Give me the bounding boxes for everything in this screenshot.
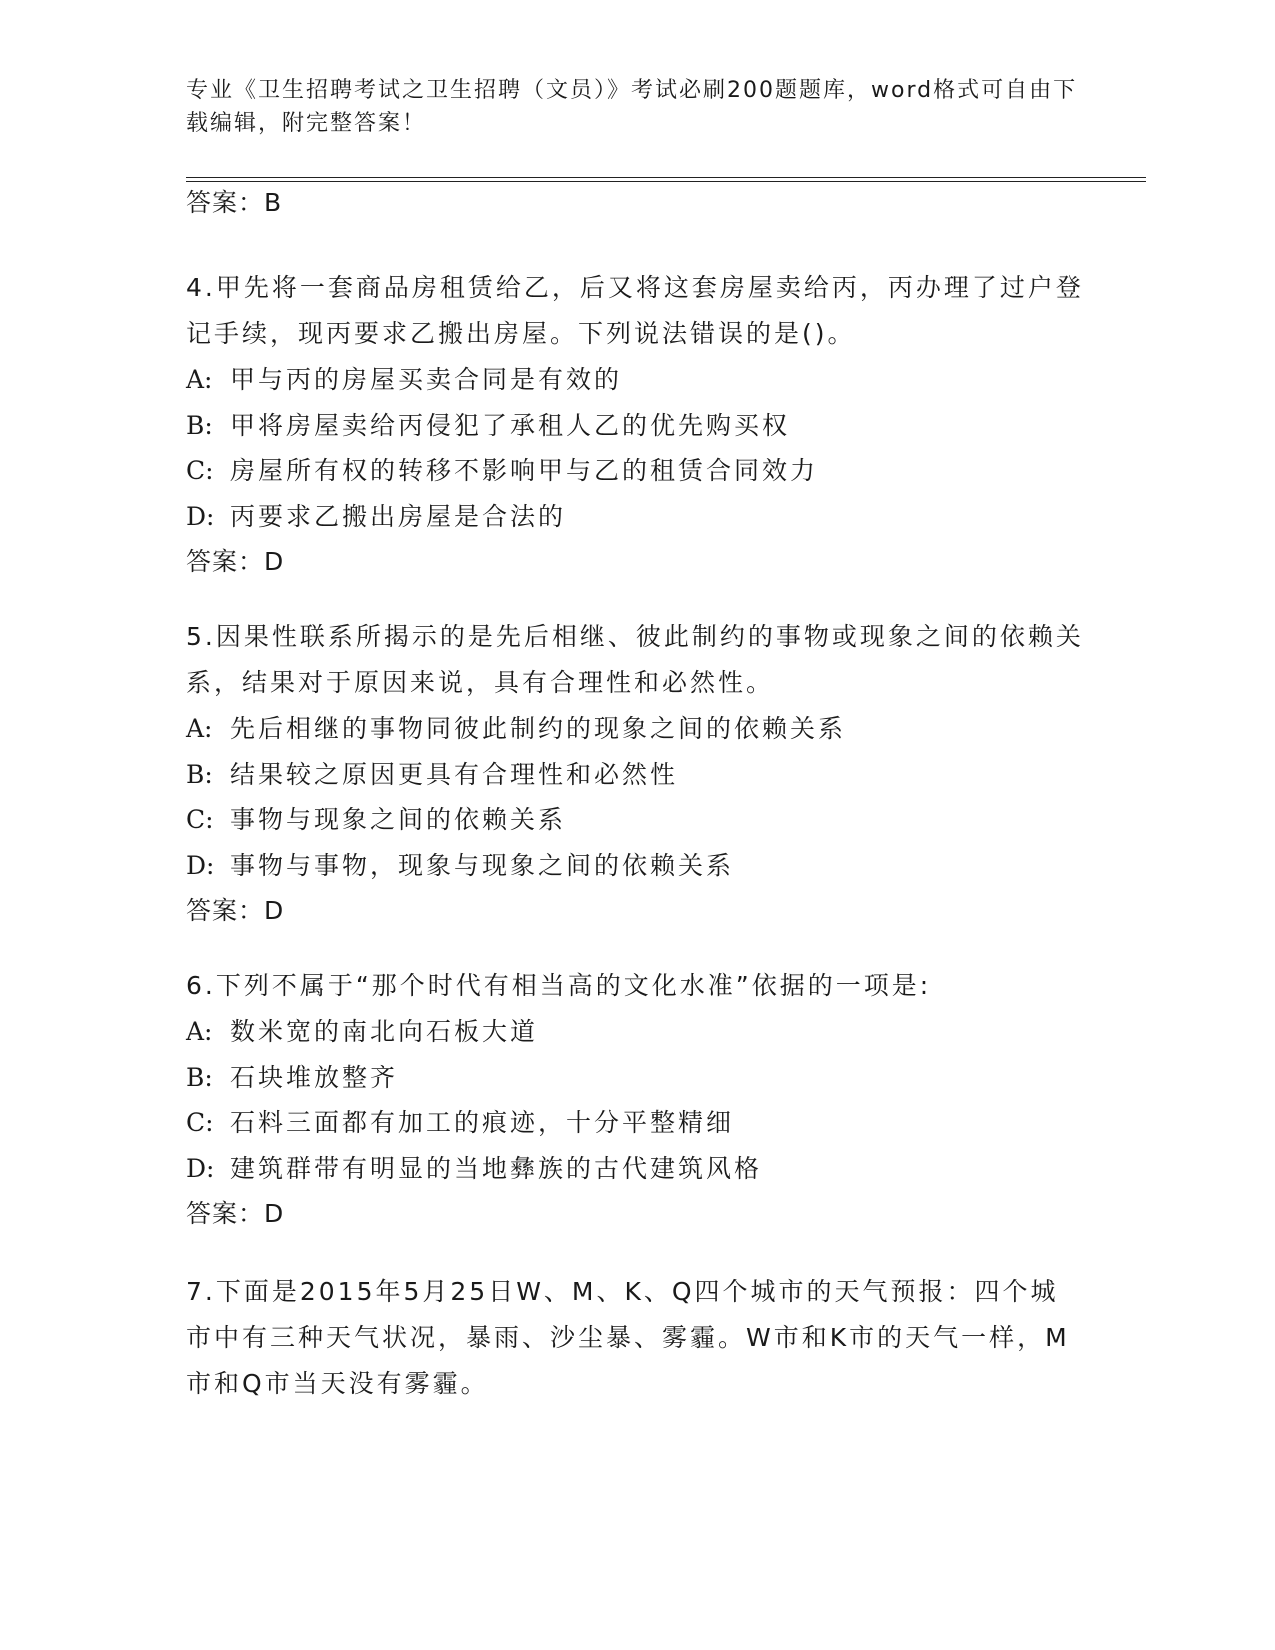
option-text: 先后相继的事物同彼此制约的现象之间的依赖关系 — [230, 714, 847, 743]
header-divider-top — [186, 177, 1146, 178]
option-letter: A: — [186, 714, 213, 743]
option-letter: C: — [186, 805, 214, 834]
option-b — [186, 403, 1086, 449]
answer-text: 答案：D — [186, 547, 285, 576]
option-letter: B: — [186, 1062, 213, 1092]
option-text: 事物与现象之间的依赖关系 — [230, 805, 567, 834]
option-text: 结果较之原因更具有合理性和必然性 — [230, 759, 679, 789]
option-letter: B: — [186, 759, 213, 789]
option-letter: A: — [186, 1017, 213, 1046]
option-b — [186, 1055, 1086, 1101]
option-text: 石料三面都有加工的痕迹，十分平整精细 — [230, 1108, 735, 1137]
option-letter: C: — [186, 456, 214, 485]
option-text: 数米宽的南北向石板大道 — [230, 1017, 539, 1046]
option-text: 丙要求乙搬出房屋是合法的 — [230, 501, 567, 531]
option-a — [186, 357, 1086, 403]
answer-text: 答案：B — [186, 188, 283, 217]
option-c — [186, 797, 1086, 843]
option-d — [186, 1146, 1086, 1192]
question-block-4 — [186, 265, 1086, 584]
option-a — [186, 1009, 1086, 1055]
answer-text: 答案：D — [186, 896, 285, 925]
question-block-7 — [186, 1269, 1086, 1407]
option-letter: D: — [186, 850, 215, 880]
question-text: 7.下面是2015年5月25日W、M、K、Q四个城市的天气预报：四个城市中有三种天气状况，暴雨、沙尘暴、雾霾。W市和K市的天气一样，M市和Q市当天没有雾霾。 — [186, 1277, 1070, 1398]
option-d — [186, 494, 1086, 540]
question-text: 6.下列不属于“那个时代有相当高的文化水准”依据的一项是: — [186, 971, 932, 1000]
question-text: 5.因果性联系所揭示的是先后相继、彼此制约的事物或现象之间的依赖关系，结果对于原因来说，具有合理性和必然性。 — [186, 622, 1084, 697]
option-c — [186, 448, 1086, 494]
option-text: 房屋所有权的转移不影响甲与乙的租赁合同效力 — [230, 456, 819, 485]
option-text: 事物与事物，现象与现象之间的依赖关系 — [230, 850, 735, 880]
option-letter: B: — [186, 410, 213, 440]
option-text: 石块堆放整齐 — [230, 1062, 399, 1092]
question-text: 4.甲先将一套商品房租赁给乙，后又将这套房屋卖给丙，丙办理了过户登记手续，现丙要求乙搬出房屋。下列说法错误的是()。 — [186, 273, 1084, 348]
option-a — [186, 706, 1086, 752]
option-b — [186, 752, 1086, 798]
question-block-5 — [186, 614, 1086, 933]
option-letter: D: — [186, 501, 215, 531]
answer-block-3 — [186, 180, 1086, 225]
option-d — [186, 843, 1086, 889]
answer-text: 答案：D — [186, 1199, 285, 1228]
question-block-6 — [186, 963, 1086, 1236]
option-text: 甲将房屋卖给丙侵犯了承租人乙的优先购买权 — [230, 410, 791, 440]
option-text: 甲与丙的房屋买卖合同是有效的 — [230, 365, 623, 394]
option-letter: A: — [186, 365, 213, 394]
option-text: 建筑群带有明显的当地彝族的古代建筑风格 — [230, 1153, 763, 1183]
option-letter: C: — [186, 1108, 214, 1137]
option-letter: D: — [186, 1153, 215, 1183]
document-header: 专业《卫生招聘考试之卫生招聘（文员）》考试必刷200题题库，word格式可自由下载编辑，附完整答案！ — [186, 78, 1078, 136]
option-c — [186, 1100, 1086, 1146]
